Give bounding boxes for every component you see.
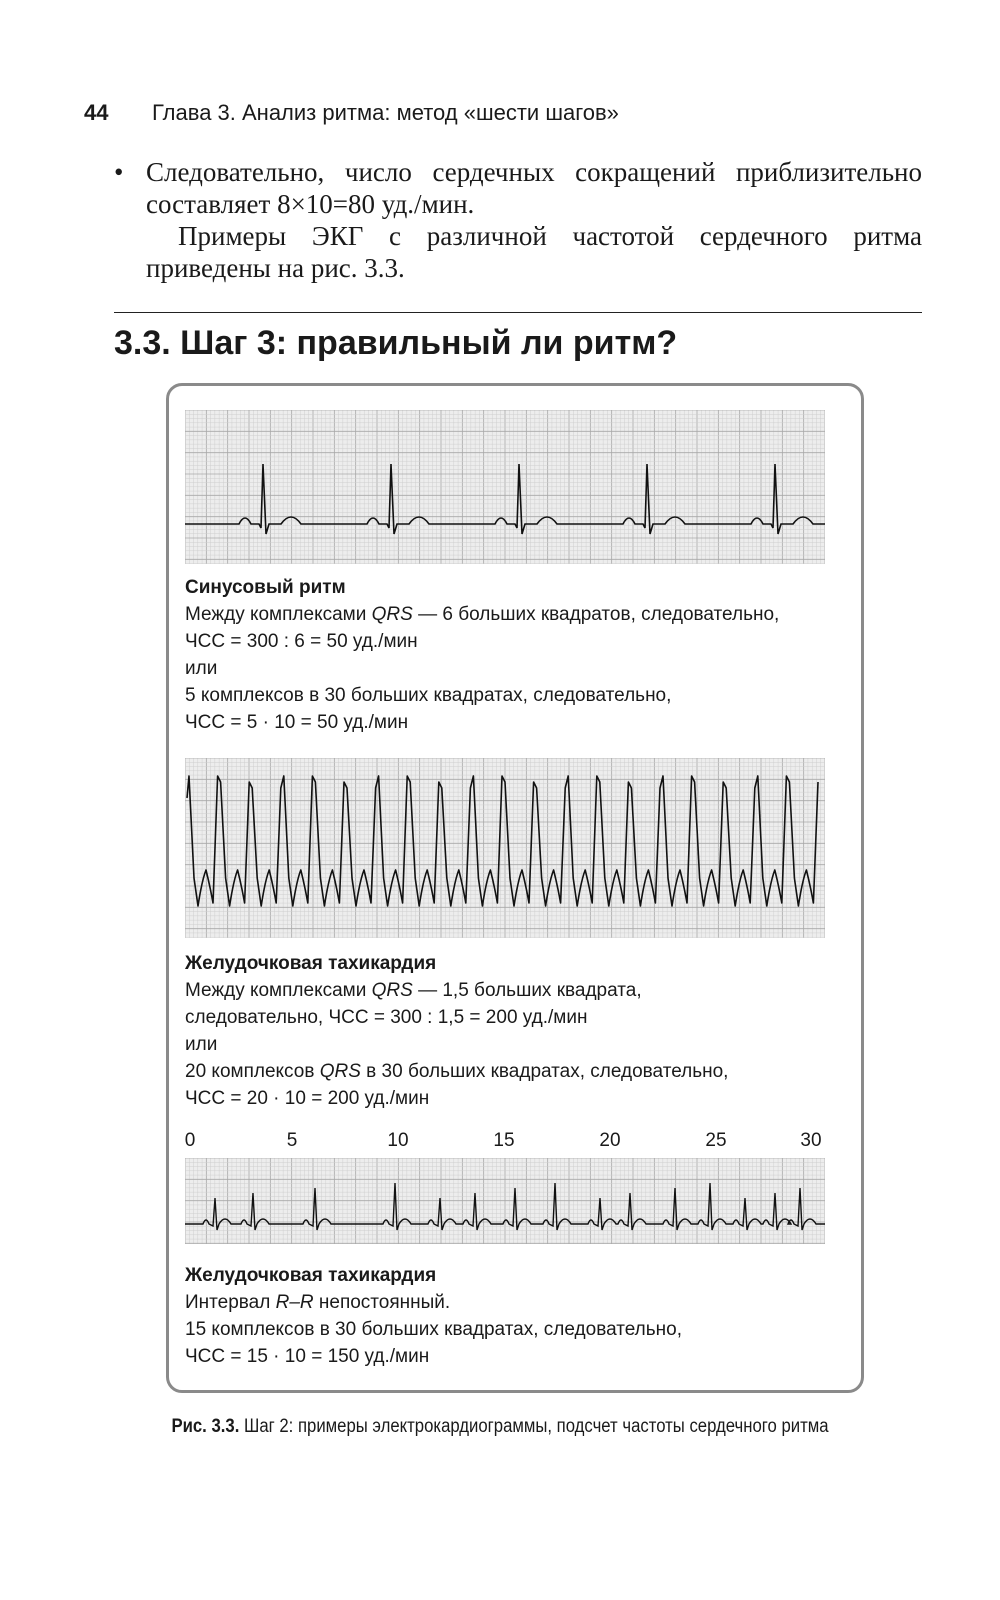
panel-line: Интервал R–R непостоянный. — [185, 1292, 451, 1313]
panel-irregular-text — [185, 1262, 845, 1370]
caption-label: Рис. 3.3. — [171, 1416, 240, 1437]
scale-tick: 0 — [184, 1130, 196, 1151]
scale-ticks — [185, 1130, 825, 1154]
scale-tick: 25 — [705, 1130, 727, 1151]
panel-line: следовательно, ЧСС = 300 : 1,5 = 200 уд./мин — [185, 1007, 588, 1028]
panel-title: Желудочковая тахикардия — [185, 953, 437, 974]
scale-tick: 30 — [800, 1130, 822, 1151]
panel-line: ЧСС = 20 · 10 = 200 уд./мин — [185, 1088, 430, 1109]
running-head — [84, 100, 924, 126]
section-title: 3.3. Шаг 3: правильный ли ритм? — [114, 324, 678, 362]
chapter-title: Глава 3. Анализ ритма: метод «шести шагов» — [152, 100, 619, 125]
bullet-item: • Следовательно, число сердечных сокращений приблизительно составляет 8×10=80 уд./мин. — [114, 156, 922, 220]
paragraph: Примеры ЭКГ с различной частотой сердечного ритма приведены на рис. 3.3. — [146, 221, 922, 283]
panel-line: или — [185, 1034, 218, 1055]
panel-line: Между комплексами QRS — 1,5 больших квадрата, — [185, 980, 642, 1001]
panel-line: Между комплексами QRS — 6 больших квадратов, следовательно, — [185, 604, 780, 625]
ecg-irregular-chart — [185, 1158, 825, 1244]
panel-line: или — [185, 658, 218, 679]
panel-sinus-text — [185, 574, 845, 736]
scale-tick: 20 — [599, 1130, 621, 1151]
page-number: 44 — [84, 100, 109, 125]
panel-vt-text — [185, 950, 845, 1112]
panel-line: ЧСС = 15 · 10 = 150 уд./мин — [185, 1346, 430, 1367]
body-text — [114, 156, 922, 284]
scale-tick: 5 — [286, 1130, 298, 1151]
panel-line: 5 комплексов в 30 больших квадратах, следовательно, — [185, 685, 672, 706]
ecg-strip-vt — [185, 758, 825, 938]
scale-tick: 15 — [493, 1130, 515, 1151]
panel-line: 15 комплексов в 30 больших квадратах, следовательно, — [185, 1319, 682, 1340]
panel-title: Синусовый ритм — [185, 577, 346, 598]
panel-line: ЧСС = 5 · 10 = 50 уд./мин — [185, 712, 409, 733]
panel-line: 20 комплексов QRS в 30 больших квадратах, следовательно, — [185, 1061, 729, 1082]
section-rule — [114, 312, 922, 313]
ecg-vt-chart — [185, 758, 825, 938]
caption-text: Шаг 2: примеры электрокардиограммы, подсчет частоты сердечного ритма — [239, 1416, 829, 1437]
panel-title: Желудочковая тахикардия — [185, 1265, 437, 1286]
ecg-strip-irregular — [185, 1158, 825, 1244]
panel-line: ЧСС = 300 : 6 = 50 уд./мин — [185, 631, 418, 652]
ecg-strip-sinus — [185, 410, 825, 564]
figure-caption — [60, 1416, 940, 1438]
ecg-sinus-chart — [185, 410, 825, 564]
scale-tick: 10 — [387, 1130, 409, 1151]
